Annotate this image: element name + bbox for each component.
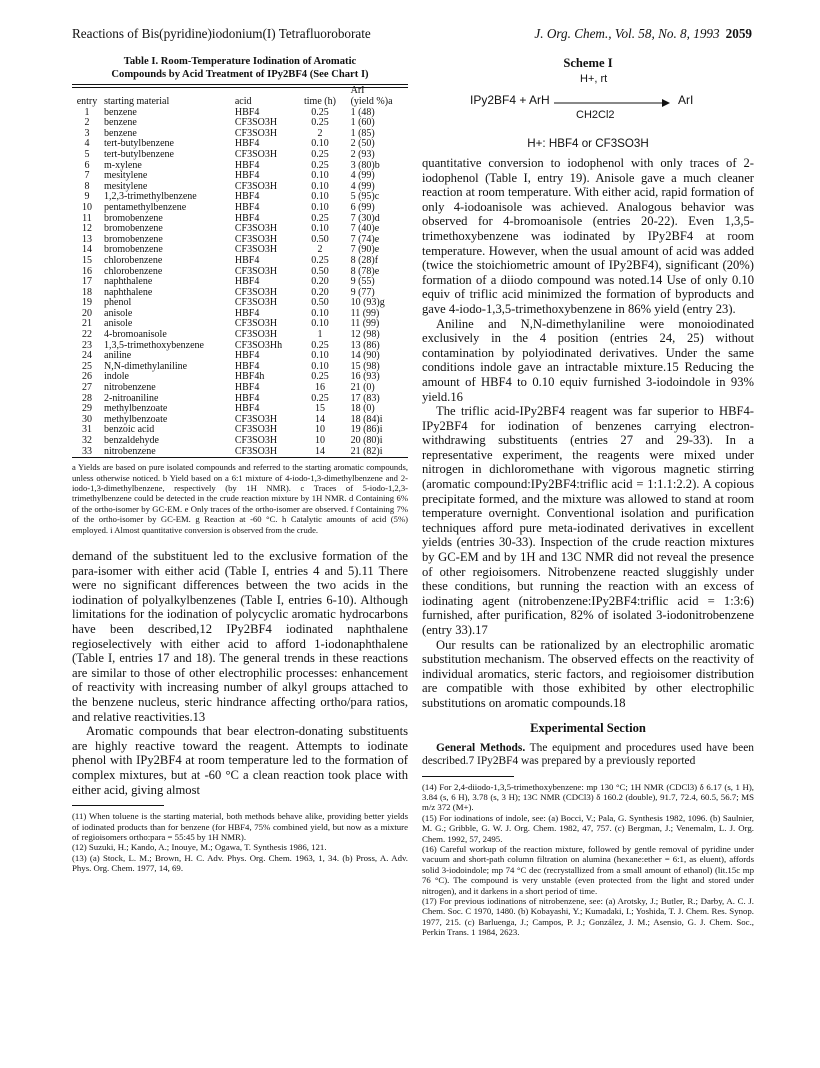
cell-acid: HBF4 <box>234 392 260 404</box>
cell-time: 0.50 <box>311 265 329 277</box>
cell-acid: HBF4 <box>234 106 260 118</box>
cell-yield: 4 (99) <box>350 170 375 182</box>
cell-yield: 11 (99) <box>350 318 380 330</box>
cell-starting-material: benzaldehyde <box>104 435 159 446</box>
cell-acid: HBF4 <box>234 201 260 213</box>
cell-yield: 15 (98) <box>350 360 380 372</box>
table-bottom-rule <box>72 457 408 458</box>
cell-yield: 7 (74)e <box>350 233 380 245</box>
cell-acid: HBF4 <box>234 350 260 362</box>
cell-entry: 10 <box>82 201 92 213</box>
cell-acid: CF3SO3H <box>234 435 278 446</box>
cell-time: 0.10 <box>311 318 329 330</box>
cell-acid: CF3SO3H <box>234 286 278 298</box>
cell-entry: 29 <box>82 403 92 415</box>
cell-acid: CF3SO3H <box>234 424 278 436</box>
cell-starting-material: 4-bromoanisole <box>104 329 167 341</box>
cell-acid: HBF4 <box>234 382 260 394</box>
cell-starting-material: mesitylene <box>104 180 148 192</box>
cell-acid: HBF4 <box>234 254 260 266</box>
cell-starting-material: nitrobenzene <box>104 445 156 457</box>
cell-starting-material: methylbenzoate <box>104 403 168 415</box>
section-heading: Experimental Section <box>530 720 646 735</box>
cell-starting-material: bromobenzene <box>104 233 163 245</box>
left-footnotes <box>72 811 408 873</box>
cell-starting-material: benzoic acid <box>104 424 155 436</box>
table-row <box>72 203 408 214</box>
cell-entry: 21 <box>82 318 92 330</box>
page-header <box>72 26 752 42</box>
cell-acid: HBF4 <box>234 212 260 224</box>
reaction-arrow-icon <box>554 99 670 107</box>
scheme-condition-above: H+, rt <box>580 73 608 85</box>
cell-starting-material: chlorobenzene <box>104 265 163 277</box>
scheme-acids: H+: HBF4 or CF3SO3H <box>527 137 649 150</box>
table-body <box>72 108 408 458</box>
table-title <box>72 56 408 81</box>
cell-yield: 1 (60) <box>350 117 375 129</box>
cell-entry: 14 <box>82 244 92 256</box>
footnote-16: (16) Careful workup of the reaction mixture, followed by gentle removal of pyridine under vacuum and short-path column filtration on alumina (hexane:ether = 6:1, as eluent), affords solid 3-iodoindole; mp 74 °C dec (recrystallized from a small amount of ethanol) (lit.15c mp 76 °C). The compound is very unstable (even protected from the light and stored under nitrogen), and it darkens in a short period of time. <box>422 844 754 896</box>
right-body-text <box>422 156 754 711</box>
scheme-title: Scheme I <box>563 56 613 70</box>
scheme-diagram <box>422 71 754 133</box>
cell-starting-material: benzene <box>104 117 137 129</box>
cell-acid: HBF4 <box>234 276 260 288</box>
cell-time: 1 <box>317 329 323 341</box>
cell-time: 0.10 <box>311 180 329 192</box>
cell-yield: 12 (98) <box>350 329 380 341</box>
cell-starting-material: anisole <box>104 307 133 319</box>
cell-starting-material: nitrobenzene <box>104 382 156 394</box>
cell-time: 0.10 <box>311 138 329 150</box>
cell-yield: 7 (40)e <box>350 223 380 235</box>
page-number: 2059 <box>725 26 752 41</box>
general-methods-label: General Methods. <box>436 741 526 754</box>
table-header-row <box>72 97 408 108</box>
cell-acid: CF3SO3H <box>234 148 278 160</box>
cell-acid: CF3SO3H <box>234 413 278 425</box>
journal-name: J. Org. Chem., Vol. 58, No. 8, 1993 <box>534 26 720 41</box>
cell-acid: CF3SO3H <box>234 265 278 277</box>
cell-time: 14 <box>314 413 325 425</box>
cell-acid: CF3SO3H <box>234 297 278 309</box>
cell-time: 0.50 <box>311 233 329 245</box>
cell-time: 0.20 <box>311 276 329 288</box>
cell-time: 15 <box>314 403 325 415</box>
cell-entry: 3 <box>84 127 90 139</box>
cell-starting-material: N,N-dimethylaniline <box>104 360 188 372</box>
col-acid: acid <box>234 96 252 107</box>
right-paragraph-3: The triflic acid-IPy2BF4 reagent was far superior to HBF4-IPy2BF4 for iodination of benzenes carrying electron-withdrawing substituents (entries 27 and 29-33). In a representative experiment, the reagents were mixed under nitrogen in dichloromethane with vigorous magnetic stirring (aromatic compound:IPy2BF4:triflic acid = 1:1.1:2.2). A copious precipitate formed, and the mixture was allowed to stand at room temperature overnight. Conventional isolation and purification techniques afford pure meta-iodinated derivatives in excellent yields (entries 30-33). Inspection of the crude reaction mixtures by GC-EM and by 1H and 13C NMR did not reveal the presence of other regioisomers. Nitrobenzene reacted sluggishly under these conditions, but running the reaction with an excess of iodinating agent (nitrobenzene:IPy2BF4:triflic acid = 1:3:6) furnished, after purification, 82% of isolated 3-iodonitrobenzene (entry 33).17 <box>422 404 754 637</box>
footnote-14: (14) For 2,4-diiodo-1,3,5-trimethoxybenzene: mp 130 °C; 1H NMR (CDCl3) δ 6.17 (s, 1 H), 3.84 (s, 6 H), 3.78 (s, 3 H); 13C NMR (CDCl3) δ 160.2 (double), 91.7, 72.4, 60.5, 56.7; MS m/z 372 (M+). <box>422 781 754 813</box>
cell-yield: 7 (30)d <box>350 212 380 224</box>
cell-entry: 13 <box>82 233 92 245</box>
right-footnotes <box>422 782 754 938</box>
cell-starting-material: benzene <box>104 127 137 139</box>
cell-yield: 11 (99) <box>350 307 380 319</box>
cell-time: 0.25 <box>311 212 329 224</box>
cell-entry: 26 <box>82 371 92 383</box>
footnote-11: (11) When toluene is the starting material, both methods behave alike, providing better yields of iodinated products than for benzene (for HBF4, 75% combined yield, but now as a mixture of regioisomers ortho:para = 55:45 by 1H NMR). <box>72 811 408 842</box>
cell-entry: 20 <box>82 307 92 319</box>
cell-starting-material: m-xylene <box>104 159 142 171</box>
cell-yield: 13 (86) <box>350 339 380 351</box>
cell-acid: CF3SO3H <box>234 127 278 139</box>
journal-citation <box>534 26 752 42</box>
cell-yield: 18 (84)i <box>350 413 383 425</box>
cell-entry: 8 <box>84 180 90 192</box>
iodination-table <box>72 86 408 457</box>
cell-time: 0.25 <box>311 159 329 171</box>
cell-entry: 9 <box>84 191 90 203</box>
cell-time: 0.10 <box>311 350 329 362</box>
cell-yield: 8 (78)e <box>350 265 380 277</box>
cell-acid: CF3SO3H <box>234 445 278 457</box>
cell-time: 10 <box>314 424 325 436</box>
general-methods <box>422 742 754 768</box>
right-column <box>422 56 754 938</box>
cell-yield: 1 (85) <box>350 127 375 139</box>
cell-time: 0.10 <box>311 191 329 203</box>
cell-time: 16 <box>314 382 325 394</box>
cell-starting-material: benzene <box>104 106 137 118</box>
cell-entry: 5 <box>84 148 90 160</box>
left-paragraph-1: demand of the substituent led to the exclusive formation of the para-isomer with either acid (Table I, entries 4 and 5).11 There were no significant differences between the two acids in the iodination of polyalkylbenzenes (Table I, entries 6-10). Although limitations for the iodination of polycyclic aromatic hydrocarbons have been described,12 IPy2BF4 iodinated naphthalene regioselectively with either acid to afford 1-iodonaphthalene (Table I, entries 17 and 18). The general trends in these reactions are similar to those of other electrophilic processes: enhancement of reactivity with increasing number of alkyl groups attached to the benzene nucleus, steric hindrance affecting ortho/para ratios, and relative reactivities.13 <box>72 549 408 724</box>
cell-starting-material: 2-nitroaniline <box>104 392 159 404</box>
table-footnotes: a Yields are based on pure isolated compounds and referred to the starting aromatic compounds, unless otherwise noticed. b Yield based on a 6:1 mixture of 4-iodo-1,3-dimethylbenzene and 2-iodo-1,3-dimethylbenzene, respectively (by 1H NMR). c Traces of 5-iodo-1,2,3-trimethylbenzene could be detected in the crude reaction mixture by 1H NMR. d Containing 6% of the ortho-isomer by GC-EM. e Only traces of the ortho-isomer are observed. f Containing 7% of the ortho-isomer by GC-EM. g Reaction at -60 °C. h Catalytic amounts of acid (5%) employed. i Almost quantitative conversion is observed from the crude. <box>72 462 408 535</box>
cell-time: 0.50 <box>311 297 329 309</box>
cell-starting-material: mesitylene <box>104 170 148 182</box>
footnote-12: (12) Suzuki, H.; Kando, A.; Inouye, M.; Ogawa, T. Synthesis 1986, 121. <box>72 842 327 853</box>
cell-entry: 4 <box>84 138 90 150</box>
cell-yield: 5 (95)c <box>350 191 380 203</box>
footnote-15: (15) For iodinations of indole, see: (a) Bocci, V.; Pala, G. Synthesis 1982, 1096. (b) Saulnier, M. G.; Gribble, G. W. J. Org. Chem. 1982, 47, 757. (c) Bergman, J.; Venemalm, L. J. Org. Chem. 1992, 57, 2495. <box>422 812 754 844</box>
cell-starting-material: bromobenzene <box>104 244 163 256</box>
footnote-separator-right <box>422 776 514 777</box>
cell-starting-material: phenol <box>104 297 132 309</box>
cell-time: 2 <box>317 127 323 139</box>
cell-yield: 19 (86)i <box>350 424 383 436</box>
cell-starting-material: tert-butylbenzene <box>104 148 174 160</box>
cell-starting-material: methylbenzoate <box>104 413 168 425</box>
table-row <box>72 447 408 458</box>
cell-yield: 16 (93) <box>350 371 380 383</box>
cell-time: 2 <box>317 244 323 256</box>
cell-yield: 1 (48) <box>350 106 375 118</box>
cell-time: 0.10 <box>311 360 329 372</box>
cell-yield: 14 (90) <box>350 350 380 362</box>
cell-yield: 21 (82)i <box>350 445 383 457</box>
cell-yield: 3 (80)b <box>350 159 380 171</box>
cell-yield: 2 (50) <box>350 138 375 150</box>
right-paragraph-1: quantitative conversion to iodophenol with only traces of 2-iodophenol (Table I, entry 19). Anisole gave a much cleaner reaction at room temperature. With either acid, rapid formation of only 4-iodoanisole was achieved. Analogous behavior was observed for 4-bromoanisole (entries 20-22). Even 1,3,5-trimethoxybenzene was iodinated by IPy2BF4 at room temperature. However, when the usual amount of acid was added (twice the stoichiometric amount of IPy2BF4), significant (20%) formation of a diiodo compound was noted.14 Use of only 0.10 equiv of triflic acid minimized the formation of byproducts and gave 4-iodo-1,3,5-trimethoxybenzene in 86% yield (entry 23). <box>422 156 754 316</box>
cell-entry: 33 <box>82 445 92 457</box>
footnote-13: (13) (a) Stock, L. M.; Brown, H. C. Adv. Phys. Org. Chem. 1963, 1, 34. (b) Pross, A. Adv. Phys. Org. Chem. 1977, 14, 69. <box>72 852 408 874</box>
left-paragraph-2: Aromatic compounds that bear electron-donating substituents are highly reactive toward the reagent. Attempts to iodinate phenol with IPy2BF4 at room temperature led to the formation of complex mixtures, but at -60 °C a clean reaction took place with either acid, giving almost <box>72 724 408 797</box>
cell-acid: HBF4 <box>234 403 260 415</box>
cell-entry: 1 <box>84 106 90 118</box>
right-paragraph-4: Our results can be rationalized by an electrophilic aromatic substitution mechanism. The observed effects on the reactivity of individual aromatics, steric factors, and regioisomer distribution are compatible with those exhibited by other electrophilic substitutions on aromatic compounds.18 <box>422 637 754 710</box>
cell-yield: 9 (55) <box>350 276 375 288</box>
left-body-text <box>72 549 408 797</box>
left-column <box>72 56 408 874</box>
cell-acid: HBF4h <box>234 371 265 383</box>
cell-starting-material: anisole <box>104 318 133 330</box>
cell-starting-material: chlorobenzene <box>104 254 163 266</box>
cell-acid: HBF4 <box>234 170 260 182</box>
cell-entry: 22 <box>82 329 92 341</box>
cell-acid: CF3SO3H <box>234 233 278 245</box>
cell-yield: 8 (28)f <box>350 254 379 266</box>
cell-entry: 24 <box>82 350 92 362</box>
table-row <box>72 436 408 447</box>
cell-time: 14 <box>314 445 325 457</box>
cell-starting-material: tert-butylbenzene <box>104 138 174 150</box>
table-row <box>72 150 408 161</box>
cell-acid: CF3SO3H <box>234 223 278 235</box>
cell-starting-material: bromobenzene <box>104 212 163 224</box>
cell-entry: 7 <box>84 170 90 182</box>
cell-entry: 11 <box>82 212 92 224</box>
cell-entry: 28 <box>82 392 92 404</box>
cell-entry: 32 <box>82 435 92 446</box>
cell-acid: CF3SO3H <box>234 318 278 330</box>
col-time: time (h) <box>304 96 336 107</box>
table-title-line1: Table I. Room-Temperature Iodination of Aromatic <box>123 56 357 67</box>
cell-starting-material: pentamethylbenzene <box>104 201 187 213</box>
table-row <box>72 256 408 267</box>
cell-time: 0.25 <box>311 371 329 383</box>
col-yield: (yield %)a <box>350 96 393 107</box>
cell-entry: 2 <box>84 117 90 129</box>
table-title-line2: Compounds by Acid Treatment of IPy2BF4 (See Chart I) <box>111 68 369 80</box>
cell-acid: CF3SO3H <box>234 244 278 256</box>
cell-time: 0.25 <box>311 254 329 266</box>
arl-header-top: ArI <box>350 85 365 97</box>
cell-entry: 16 <box>82 265 92 277</box>
cell-starting-material: bromobenzene <box>104 223 163 235</box>
cell-entry: 6 <box>84 159 90 171</box>
cell-starting-material: 1,3,5-trimethoxybenzene <box>104 339 204 351</box>
cell-time: 0.25 <box>311 392 329 404</box>
cell-acid: HBF4 <box>234 360 260 372</box>
cell-yield: 2 (93) <box>350 148 375 160</box>
cell-entry: 19 <box>82 297 92 309</box>
cell-time: 0.10 <box>311 201 329 213</box>
cell-time: 0.25 <box>311 339 329 351</box>
cell-acid: HBF4 <box>234 138 260 150</box>
cell-time: 0.10 <box>311 170 329 182</box>
scheme-solvent: CH2Cl2 <box>576 109 615 121</box>
cell-acid: CF3SO3H <box>234 117 278 129</box>
cell-entry: 27 <box>82 382 92 394</box>
cell-yield: 18 (0) <box>350 403 375 415</box>
cell-acid: CF3SO3H <box>234 329 278 341</box>
cell-yield: 4 (99) <box>350 180 375 192</box>
cell-starting-material: indole <box>104 371 129 383</box>
cell-time: 0.25 <box>311 117 329 129</box>
footnote-17: (17) For previous iodinations of nitrobenzene, see: (a) Arotsky, J.; Butler, R.; Darby, A. C. J. Chem. Soc. C 1970, 1480. (b) Kobayashi, Y.; Kumadaki, I.; Yoshida, T. J. Chem. Res. Synop. 1977, 215. (c) Barluenga, J.; Campos, P. J.; González, J. M.; Asensio, G. J. Chem. Soc., Perkin Trans. 1 1984, 2623. <box>422 896 754 938</box>
cell-entry: 18 <box>82 286 92 298</box>
general-methods-text: The equipment and procedures used have been described.7 IPy2BF4 was prepared by a previously reported <box>422 741 754 767</box>
cell-yield: 21 (0) <box>350 382 375 394</box>
cell-acid: CF3SO3H <box>234 180 278 192</box>
cell-acid: HBF4 <box>234 159 260 171</box>
col-starting-material: starting material <box>104 96 170 107</box>
cell-starting-material: aniline <box>104 350 132 362</box>
scheme-product: ArI <box>678 93 694 107</box>
cell-starting-material: 1,2,3-trimethylbenzene <box>104 191 197 203</box>
scheme-reactants: IPy2BF4 + ArH <box>470 93 550 107</box>
cell-entry: 30 <box>82 413 92 425</box>
cell-yield: 6 (99) <box>350 201 375 213</box>
right-paragraph-2: Aniline and N,N-dimethylaniline were monoiodinated exclusively in the 4 position (entries 24, 25) without contamination by polyiodinated derivatives. Under the same conditions indole gave an intractable mixture.15 Reducing the amount of HBF4 to 0.10 equiv furnished 3-iodoindole in 93% yield.16 <box>422 316 754 404</box>
cell-starting-material: naphthalene <box>104 286 153 298</box>
cell-entry: 23 <box>82 339 92 351</box>
cell-entry: 15 <box>82 254 92 266</box>
cell-entry: 25 <box>82 360 92 372</box>
cell-entry: 17 <box>82 276 92 288</box>
cell-yield: 7 (90)e <box>350 244 380 256</box>
cell-yield: 10 (93)g <box>350 297 385 309</box>
cell-yield: 17 (83) <box>350 392 380 404</box>
cell-acid: CF3SO3Hh <box>234 339 283 351</box>
cell-acid: HBF4 <box>234 307 260 319</box>
cell-entry: 31 <box>82 424 92 436</box>
cell-time: 0.10 <box>311 223 329 235</box>
cell-time: 0.10 <box>311 307 329 319</box>
cell-time: 0.25 <box>311 148 329 160</box>
cell-yield: 9 (77) <box>350 286 375 298</box>
col-entry: entry <box>76 96 98 107</box>
cell-time: 0.25 <box>311 106 329 118</box>
cell-entry: 12 <box>82 223 92 235</box>
footnote-separator <box>72 805 164 806</box>
cell-time: 0.20 <box>311 286 329 298</box>
cell-yield: 20 (80)i <box>350 435 383 446</box>
cell-time: 10 <box>314 435 325 446</box>
running-title: Reactions of Bis(pyridine)iodonium(I) Tetrafluoroborate <box>72 26 371 41</box>
cell-starting-material: naphthalene <box>104 276 153 288</box>
cell-acid: HBF4 <box>234 191 260 203</box>
